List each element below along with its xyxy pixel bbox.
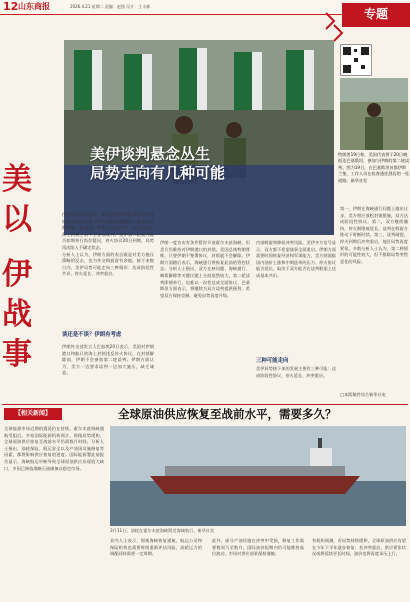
ship-photo-caption: 3月11日，油轮在霍尔木兹海峡附近海域航行。新华社发	[110, 528, 215, 533]
side-news-photo	[340, 78, 408, 150]
paragraph: 全球能源市场近期的震荡仍在持续。霍尔木兹海峡通航受阻后，多家国际能源机构预计，即使局势缓和，全球原油供应恢复至战前水平仍需数月时间。分析人士指出，油轮保险、航运安全以及产油国设施修复等因素，都将影响供应恢复的进度。国际能源署此前报告显示，海峡航运中断导致全球原油供应出现较大缺口，多国已释放战略石油储备以稳定市场。	[4, 426, 104, 471]
paragraph: 伊朗局势又现反转。美国总统特朗普20日早些时候称美国代表将于20日抵达巴基斯坦，参加与伊朗的第二轮谈判。伊朗方面回应称，在美国停止海上封锁之前不会参加谈判。美伊第二轮谈判能否如期举行尚存疑问，停火协议20日到期，局势再次陷入不确定状态。	[62, 212, 154, 250]
vertical-title-char: 事	[2, 337, 32, 372]
section-tab-label: 专题	[364, 7, 389, 21]
paragraph: 内部斡旋和降低冲突风险。美伊多方信号显示，双方都不希望战事全面重启。伊朗方面需要时间恢复经济和军事能力，美方则面临国内油价上涨和中期选举的压力。停火协议能否延长，取决于双方能否在谈判框架上达成基本共识。	[256, 240, 336, 278]
paragraph: 美伊局势接下来的发展主要有三种可能：达成阶段性协议、停火延长、冲突重启。	[256, 366, 336, 378]
vertical-title-char: 伊	[2, 257, 32, 292]
second-headline: 全球原油供应恢复至战前水平，需要多久？	[118, 407, 337, 421]
paragraph: 业内人士表示，即使海峡恢复通航，航运公司和保险机构也需要时间重新评估风险，油轮运力的调配同样需要一定周期。	[110, 538, 202, 557]
subhead-talks: 谈还是不谈？伊朗有考虑	[62, 332, 122, 338]
tanker-ship-photo	[110, 426, 406, 526]
source-note: □本版稿件综合新华社电	[340, 392, 386, 397]
subhead-outcomes: 三种可能走向	[256, 358, 289, 364]
main-news-photo	[64, 40, 334, 235]
main-headline-line: 美伊谈判悬念丛生	[90, 145, 211, 163]
vertical-title-char: 以	[2, 202, 32, 237]
paragraph: 分析人士认为，伊朗方面的表态既是对美方施压策略的反击，也为外交斡旋留有余地。接下来数日内，美伊局势可能走向三种情形：达成阶段性共识、停火延长、冲突重启。	[62, 251, 154, 277]
page-number: 12	[3, 0, 19, 13]
related-news-tag: 【相关新闻】	[4, 408, 62, 420]
side-photo-caption: 特朗普19日称，美国代表将于20日晚抵达巴基斯坦，参加与伊朗的第二轮谈判。图为19日，在巴基斯坦首都伊斯兰堡，工作人员在检查通往酒店的一处道路。新华社发	[338, 152, 410, 183]
header-meta: 2026.4.21 星期二 责编：赵凯 设计：王丰郝	[70, 4, 151, 9]
paragraph: 此外，部分产油设施在冲突中受损，修复工作需要数周乃至数月。国际油价短期内仍可能维持高位波动，市场对供应前景保持谨慎。	[212, 538, 304, 557]
main-headline	[90, 145, 330, 183]
main-headline-line: 局势走向有几种可能	[90, 164, 226, 182]
vertical-title-char: 美	[2, 162, 32, 197]
vertical-title-bottom	[2, 255, 62, 375]
paragraph: 伊朗一度宣布有条件暂时开放霍尔木兹海峡，但美方仍维持对伊朗港口的封锁。美国总统特朗普称，只要伊朗不签署协议，封锁就不会解除。伊朗方面随后表示，海峡通行将恢复此前的管控状态。分析人士指出，双方在核问题、海峡通行、制裁解除等关键议题上分歧依然较大，第二轮谈判即便举行，也难以一次性达成全面协议。巴基斯坦方面表示，将继续为双方谈判提供便利，希望双方保持克制，避免局势再度升级。	[160, 240, 250, 298]
paragraph: 有机构预测，若局势持续缓和，全球原油供应有望在今年下半年逐步恢复；若冲突重启，供应紧张状况或将延续更长时间，油价也将再度承压上行。	[312, 538, 406, 557]
qr-code-icon	[340, 44, 372, 76]
vertical-title-char: 战	[2, 297, 32, 332]
newspaper-name: 山东商报	[18, 2, 50, 11]
paragraph: 第一，伊朗在海峡通行问题上做出让步，美方相应放松封锁措施，双方达成阶段性协议。第二，双方继续僵持，停火期限被延长，谈判在斡旋方推动下时断时续。第三，谈判破裂，停火到期后冲突重启，地区局势再度紧张。多数分析人士认为，第二种情形的可能性较大，但不排除局势突然恶化的风险。	[340, 206, 408, 264]
vertical-title-top	[2, 160, 62, 240]
paragraph: 伊朗外交部发言人巴加埃20日表示，美国对伊朗港口和船只的海上封锁违反停火协议，在封锁解除前，伊朗不会参加第二轮谈判。伊朗方面认为，美方一边要求谈判一边加大施压，缺乏诚意。	[62, 344, 154, 376]
lead-paragraph	[62, 212, 154, 324]
